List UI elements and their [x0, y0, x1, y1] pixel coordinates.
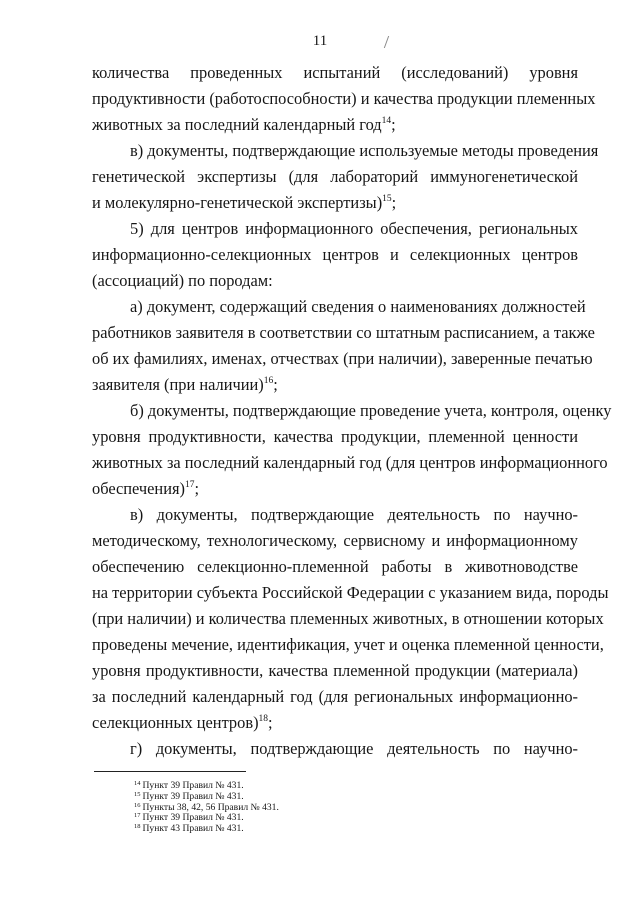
footnote-text: Пункт 39 Правил № 431. — [142, 790, 244, 802]
footnote-ref: 16 — [263, 376, 274, 386]
line-text: обеспечению селекционно-племенной работы в животноводстве — [92, 557, 578, 576]
footnote-number: 15 — [134, 790, 141, 798]
footnote-separator — [94, 771, 246, 772]
footnote-ref: 14 — [381, 116, 392, 126]
line-text: на территории субъекта Российской Федерации с указанием вида, породы — [92, 583, 609, 602]
line-text: за последний календарный год (для региональных информационно- — [92, 687, 578, 706]
line-text: и молекулярно-генетической экспертизы) — [92, 193, 383, 212]
line-text: в) документы, подтверждающие используемые методы проведения — [130, 141, 599, 160]
page-number: 11 — [312, 33, 328, 49]
line-text: (ассоциаций) по породам: — [92, 271, 273, 290]
footnote-number: 17 — [134, 812, 141, 820]
footnote-text: Пункт 43 Правил № 431. — [142, 823, 244, 835]
text-line — [92, 502, 578, 528]
line-text: животных за последний календарный год (для центров информационного — [92, 453, 608, 472]
text-line — [92, 554, 578, 580]
line-punctuation: ; — [273, 375, 278, 394]
text-line — [92, 242, 578, 268]
footnote-text: Пункты 38, 42, 56 Правил № 431. — [142, 801, 279, 813]
text-line — [92, 658, 578, 684]
text-line — [92, 736, 578, 762]
text-line — [92, 450, 608, 476]
footnote-number: 18 — [134, 823, 141, 831]
text-line — [92, 424, 578, 450]
text-line — [92, 112, 578, 138]
text-line — [92, 580, 609, 606]
text-line — [92, 528, 578, 554]
text-line — [92, 606, 604, 632]
footnote-text: Пункт 39 Правил № 431. — [142, 780, 244, 791]
line-text: обеспечения) — [92, 479, 185, 498]
text-line — [92, 398, 612, 424]
text-line — [92, 294, 586, 320]
text-line — [92, 320, 595, 346]
line-punctuation: ; — [194, 479, 200, 498]
footnote-ref: 18 — [258, 714, 269, 724]
footnote-ref: 17 — [184, 480, 195, 490]
footnote-ref: 15 — [382, 194, 392, 204]
line-text: заявителя (при наличии) — [92, 375, 264, 394]
text-line — [92, 60, 578, 86]
footnote-number: 16 — [134, 801, 141, 809]
line-text: проведены мечение, идентификация, учет и оценка племенной ценности, — [92, 635, 604, 654]
text-line — [92, 476, 578, 502]
line-text: продуктивности (работоспособности) и качества продукции племенных — [92, 89, 596, 108]
text-line — [92, 684, 578, 710]
text-line — [92, 372, 578, 398]
text-line — [92, 216, 578, 242]
text-line — [92, 268, 578, 294]
line-text: селекционных центров) — [92, 713, 259, 732]
line-text: а) документ, содержащий сведения о наименованиях должностей — [130, 297, 586, 316]
line-text: 5) для центров информационного обеспечения, региональных — [130, 219, 578, 238]
footnote-number: 14 — [134, 780, 141, 787]
footnote — [134, 824, 279, 835]
line-text: генетической экспертизы (для лабораторий иммуногенетической — [92, 167, 578, 186]
line-text: информационно-селекционных центров и селекционных центров — [92, 245, 578, 264]
footnote-text: Пункт 39 Правил № 431. — [142, 812, 244, 824]
line-text: животных за последний календарный год — [92, 115, 382, 134]
line-text: количества проведенных испытаний (исследований) уровня — [92, 63, 578, 82]
line-punctuation: ; — [268, 713, 273, 732]
text-line — [92, 710, 578, 736]
text-line — [92, 138, 599, 164]
text-line — [92, 190, 578, 216]
line-text: г) документы, подтверждающие деятельность по научно- — [130, 739, 578, 758]
line-punctuation: ; — [391, 193, 397, 212]
line-text: уровня продуктивности, качества племенной продукции (материала) — [92, 661, 578, 680]
line-text: (при наличии) и количества племенных животных, в отношении которых — [92, 609, 604, 628]
line-text: об их фамилиях, именах, отчествах (при наличии), заверенные печатью — [92, 349, 593, 368]
text-line — [92, 346, 593, 372]
line-text: в) документы, подтверждающие деятельность по научно- — [130, 505, 578, 524]
line-text: уровня продуктивности, качества продукции, племенной ценности — [92, 427, 578, 446]
text-line — [92, 632, 604, 658]
footnotes — [134, 781, 279, 835]
line-text: методическому, технологическому, сервисному и информационному — [92, 531, 578, 550]
line-text: работников заявителя в соответствии со штатным расписанием, а также — [92, 323, 595, 342]
line-punctuation: ; — [391, 115, 396, 134]
text-line — [92, 164, 578, 190]
line-text: б) документы, подтверждающие проведение учета, контроля, оценку — [130, 401, 612, 420]
text-line — [92, 86, 596, 112]
body-text — [92, 60, 612, 762]
